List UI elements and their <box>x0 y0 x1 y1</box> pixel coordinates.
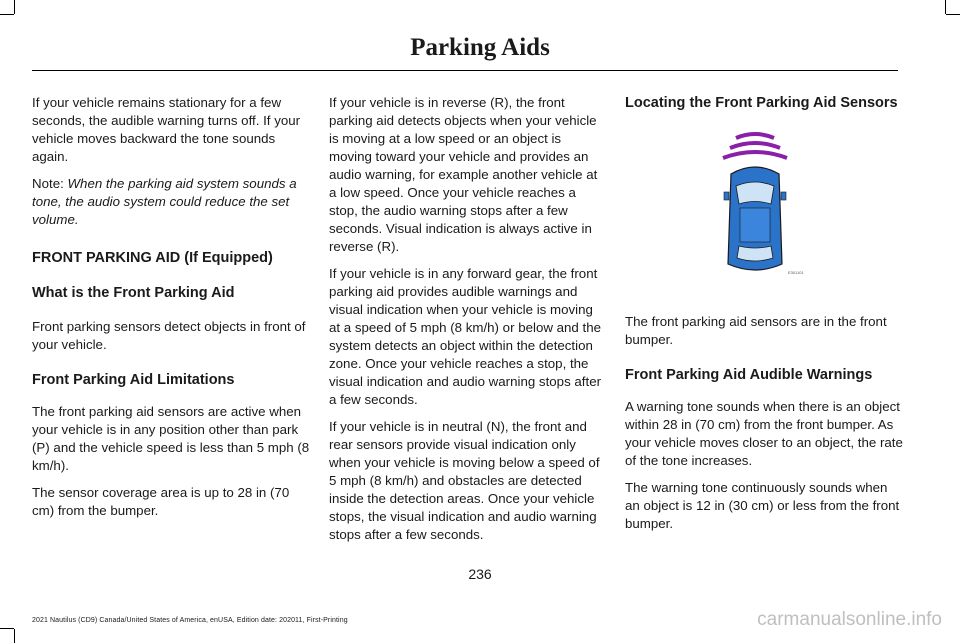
paragraph: If your vehicle is in any forward gear, the front parking aid provides audible warnings and visual indication when your vehicle is moving at a speed of 5 mph (8 km/h) or below and the system detects an object within the detection zone. Once your vehicle reaches a stop, the visual indication and audio warning stops after a few seconds. <box>329 266 602 407</box>
paragraph: The front parking aid sensors are active when your vehicle is in any position other than park (P) and the vehicle speed is less than 5 mph (8 km/h). <box>32 404 310 473</box>
paragraph: A warning tone sounds when there is an object within 28 in (70 cm) from the front bumper. As your vehicle moves closer to an object, the rate of the tone increases. <box>625 399 903 468</box>
note-label: Note: <box>32 176 64 191</box>
subsection-heading: Locating the Front Parking Aid Sensors <box>625 95 898 111</box>
paragraph: If your vehicle remains stationary for a few seconds, the audible warning turns off. If your vehicle moves backward the tone sounds again. <box>32 95 301 164</box>
crop-mark-top-left <box>14 0 15 14</box>
page-title: Parking Aids <box>410 34 550 61</box>
note <box>32 175 310 229</box>
section-heading: FRONT PARKING AID (If Equipped) <box>32 250 273 266</box>
page-number: 236 <box>468 566 492 582</box>
sensor-arcs <box>723 134 787 158</box>
paragraph: The sensor coverage area is up to 28 in (70 cm) from the bumper. <box>32 485 290 518</box>
crop-mark-bottom-left <box>0 628 14 629</box>
subsection-heading: Front Parking Aid Audible Warnings <box>625 367 873 383</box>
note-text: When the parking aid system sounds a tone, the audio system could reduce the set volume. <box>32 176 297 227</box>
watermark: carmanualsonline.info <box>757 609 942 630</box>
paragraph: The warning tone continuously sounds when an object is 12 in (30 cm) or less from the front bumper. <box>625 480 900 531</box>
crop-mark-top-right <box>945 0 946 14</box>
subsection-heading: Front Parking Aid Limitations <box>32 372 235 388</box>
crop-mark-top-right <box>946 14 960 15</box>
column-left <box>32 94 310 529</box>
crop-mark-bottom-left <box>14 629 15 643</box>
paragraph: If your vehicle is in neutral (N), the front and rear sensors provide visual indication only when your vehicle is moving below a speed of 5 mph (8 km/h) and obstacles are detected inside the detection areas. Once your vehicle stops, the visual indication and audio warning stops after a few seconds. <box>329 419 600 542</box>
column-middle <box>329 94 607 553</box>
column-right <box>625 94 903 112</box>
header-rule <box>32 70 898 71</box>
front-sensor-figure <box>700 124 810 284</box>
paragraph: Front parking sensors detect objects in front of your vehicle. <box>32 319 306 352</box>
footer-edition-text: 2021 Nautilus (CD9) Canada/United States of America, enUSA, Edition date: 202011, First-Printing <box>32 617 348 624</box>
crop-mark-top-left <box>0 14 14 15</box>
figure-code: E301101 <box>788 270 804 275</box>
car-top-view-icon <box>724 167 786 270</box>
paragraph: If your vehicle is in reverse (R), the front parking aid detects objects when your vehicle is moving at a low speed or an object is moving toward your vehicle and provides an audio warning, for example another vehicle at a low speed. Once your vehicle reaches a stop, the audio warning stops after a few seconds. Visual indication is always active in reverse (R). <box>329 95 598 254</box>
column-right-lower <box>625 313 903 542</box>
subsection-heading: What is the Front Parking Aid <box>32 285 235 301</box>
paragraph: The front parking aid sensors are in the front bumper. <box>625 314 887 347</box>
